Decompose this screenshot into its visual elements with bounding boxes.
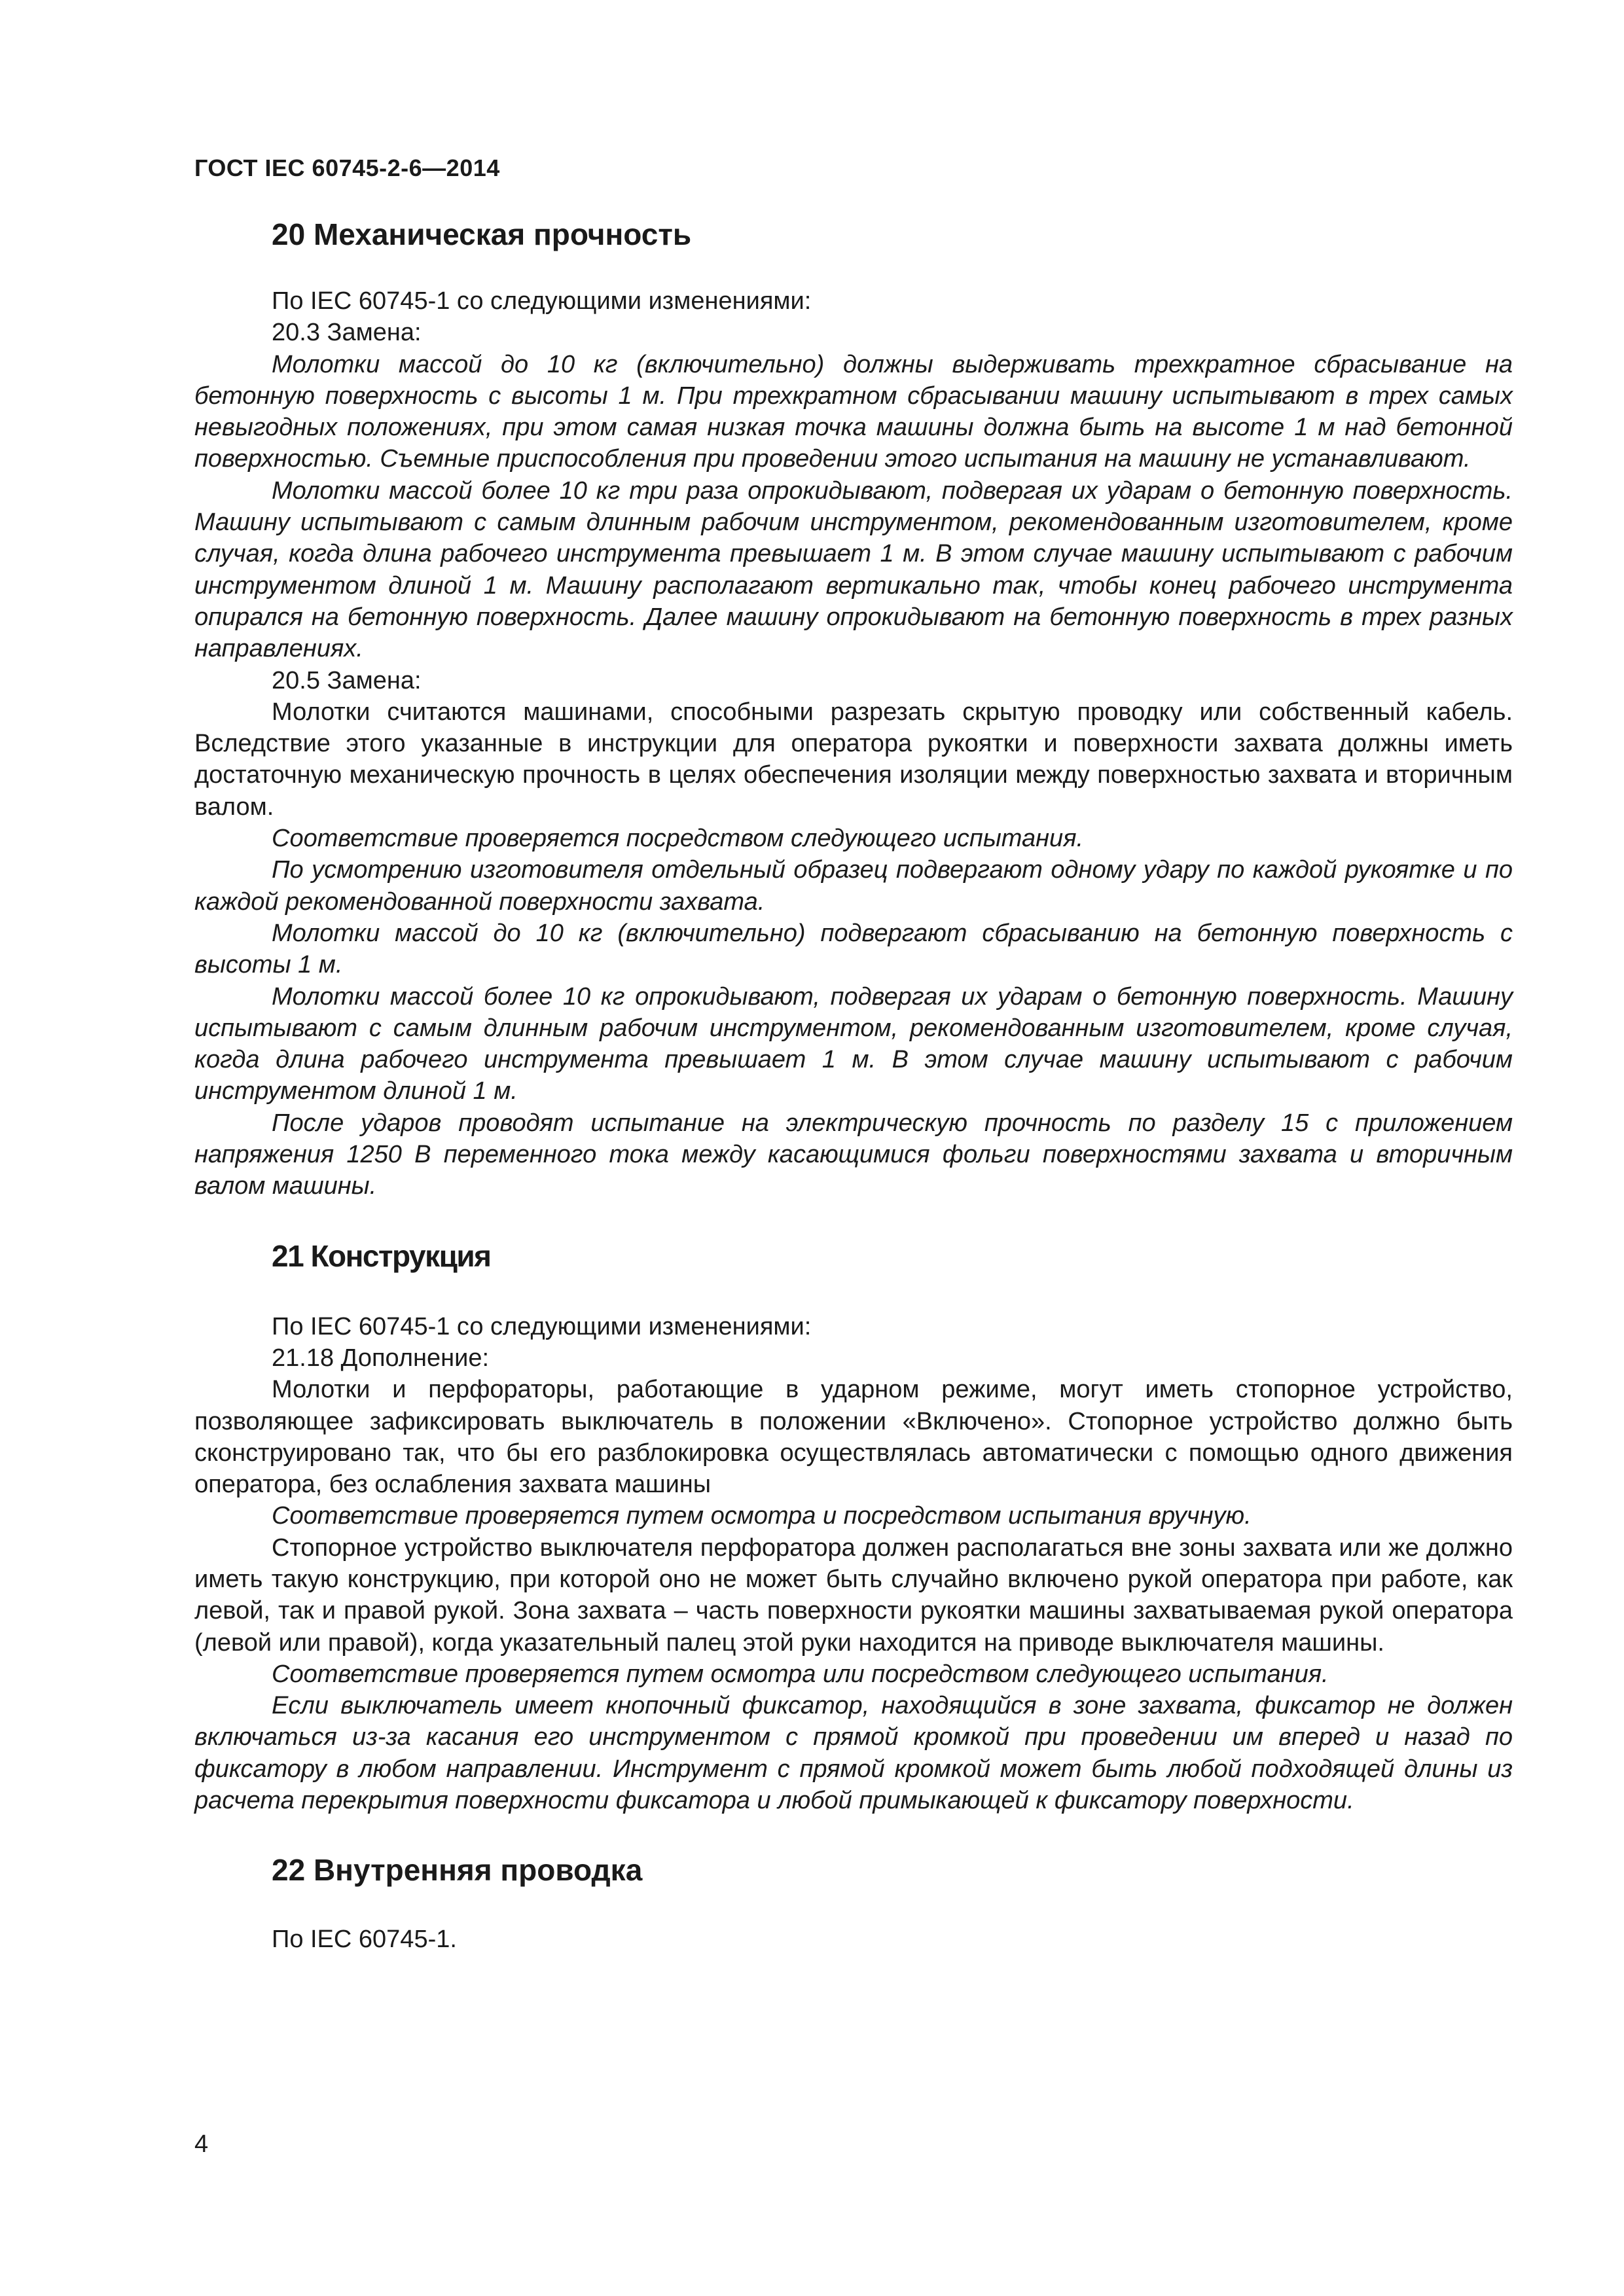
paragraph: Молотки массой более 10 кг опрокидывают, подвергая их ударам о бетонную поверхность. Машину испытывают с самым длинным рабочим инструментом, рекомендованным изготовителем, кроме случая, когда длина рабочего инструмента превышает 1 м. В этом случае машину испытывают с рабочим инструментом длиной 1 м. [194, 982, 1513, 1105]
paragraph: Если выключатель имеет кнопочный фиксатор, находящийся в зоне захвата, фиксатор не должен включаться из-за касания его инструментом с прямой кромкой при проведении им вперед и назад по фиксатору в любом направлении. Инструмент с прямой кромкой может быть любой подходящей длины из расчета перекрытия поверхности фиксатора и любой примыкающей к фиксатору поверхности. [194, 1692, 1513, 1815]
paragraph: По IEC 60745-1. [272, 1926, 457, 1954]
paragraph: Стопорное устройство выключателя перфоратора должен располагаться вне зоны захвата или же должно иметь такую конструкцию, при которой оно не может быть случайно включено рукой оператора при работе, как левой, так и правой рукой. Зона захвата – часть поверхности рукоятки машины захватываемая рукой оператора (левой или правой), когда указательный палец этой руки находится на приводе выключателя машины. [194, 1534, 1513, 1657]
clause-number: 20.3 Замена: [272, 319, 422, 347]
paragraph: По усмотрению изготовителя отдельный образец подвергают одному удару по каждой рукоятке и по каждой рекомендованной поверхности захвата. [194, 856, 1513, 916]
paragraph: Молотки массой до 10 кг (включительно) должны выдерживать трехкратное сбрасывание на бетонную поверхность с высоты 1 м. При трехкратном сбрасывании машину испытывают в трех самых невыгодных положениях, при этом самая низкая точка машины должна быть на высоте 1 м над бетонной поверхностью. Съемные приспособления при проведении этого испытания на машину не устанавливают. [194, 350, 1513, 473]
page-content [194, 209, 1513, 1956]
section-21-body [194, 1311, 1513, 1817]
section-20-body [194, 285, 1513, 1202]
clause-number: 21.18 Дополнение: [272, 1344, 490, 1372]
section-22-body [194, 1924, 1513, 1955]
paragraph: Молотки и перфораторы, работающие в ударном режиме, могут иметь стопорное устройство, позволяющее зафиксировать выключатель в положении «Включено». Стопорное устройство должно быть сконструировано так, что бы его разблокировка осуществлялась автоматически с помощью одного движения оператора, без ослабления захвата машины [194, 1376, 1513, 1499]
paragraph: Молотки массой до 10 кг (включительно) подвергают сбрасыванию на бетонную поверхность с высоты 1 м. [194, 919, 1513, 979]
paragraph: По IEC 60745-1 со следующими изменениями: [272, 1312, 812, 1340]
paragraph: Молотки массой более 10 кг три раза опрокидывают, подвергая их ударам о бетонную поверхность. Машину испытывают с самым длинным рабочим инструментом, рекомендованным изготовителем, кроме случая, когда длина рабочего инструмента превышает 1 м. В этом случае машину испытывают с рабочим инструментом длиной 1 м. Машину располагают вертикально так, чтобы конец рабочего инструмента опирался на бетонную поверхность. Далее машину опрокидывают на бетонную поверхность в трех разных направлениях. [194, 476, 1513, 663]
paragraph: Молотки считаются машинами, способными разрезать скрытую проводку или собственный кабель. Вследствие этого указанные в инструкции для оператора рукоятки и поверхности захвата должны иметь достаточную механическую прочность в целях обеспечения изоляции между поверхностью захвата и вторичным валом. [194, 698, 1513, 821]
paragraph: Соответствие проверяется путем осмотра и посредством испытания вручную. [272, 1502, 1252, 1530]
paragraph: Соответствие проверяется посредством следующего испытания. [272, 825, 1084, 853]
section-title-20: 20 Механическая прочность [272, 217, 692, 251]
page-number: 4 [194, 2130, 209, 2158]
section-title-22: 22 Внутренняя проводка [272, 1853, 643, 1888]
document-header: ГОСТ IEC 60745-2-6—2014 [194, 154, 500, 181]
section-title-21: 21 Конструкция [272, 1238, 491, 1273]
paragraph: Соответствие проверяется путем осмотра или посредством следующего испытания. [272, 1660, 1329, 1688]
paragraph: По IEC 60745-1 со следующими изменениями: [272, 287, 812, 315]
paragraph: После ударов проводят испытание на электрическую прочность по разделу 15 с приложением напряжения 1250 В переменного тока между касающимися фольги поверхностями захвата и вторичным валом машины. [194, 1109, 1513, 1200]
clause-number: 20.5 Замена: [272, 666, 422, 694]
